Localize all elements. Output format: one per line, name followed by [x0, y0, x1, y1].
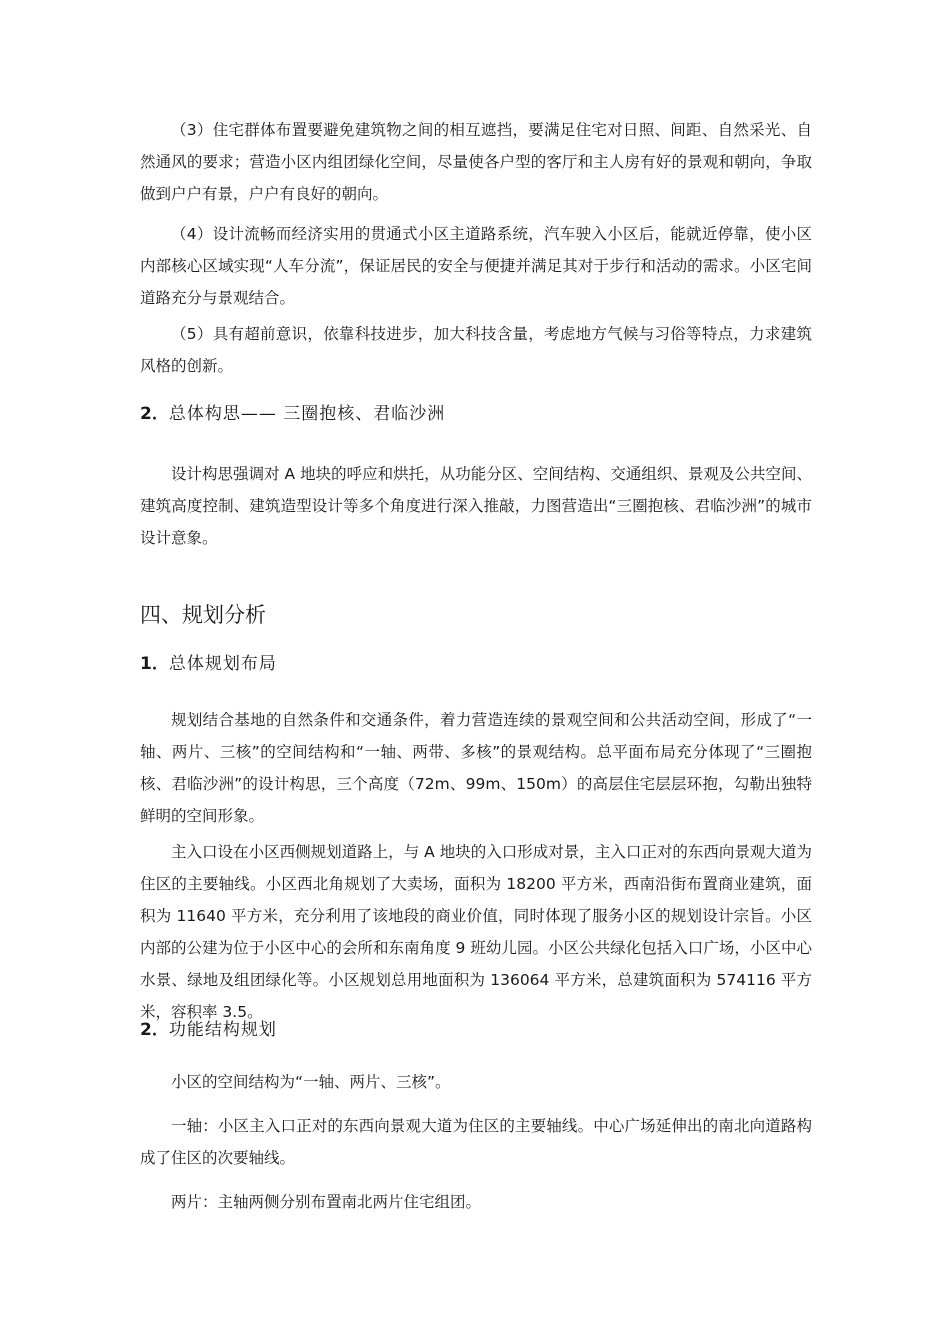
heading-number: 2．: [140, 1020, 169, 1040]
paragraph-item-5: （5）具有超前意识，依靠科技进步，加大科技含量，考虑地方气候与习俗等特点，力求建筑风格的创新。: [140, 325, 812, 375]
heading-functional-structure: [140, 1015, 277, 1045]
heading-text: 总体构思—— 三圈抱核、君临沙洲: [168, 404, 446, 424]
paragraph-structure-2: 一轴：小区主入口正对的东西向景观大道为住区的主要轴线。中心广场延伸出的南北向道路构成了住区的次要轴线。: [140, 1117, 812, 1167]
paragraph-structure-1: 小区的空间结构为“一轴、两片、三核”。: [171, 1073, 451, 1091]
heading-text: 功能结构规划: [168, 1020, 277, 1040]
section-title-planning-analysis: 四、规划分析: [140, 603, 266, 627]
heading-overall-layout: [140, 649, 277, 679]
paragraph-item-4: （4）设计流畅而经济实用的贯通式小区主道路系统，汽车驶入小区后，能就近停靠，使小区内部核心区域实现“人车分流”，保证居民的安全与便捷并满足其对于步行和活动的需求。小区宅间道路充分与景观结合。: [140, 225, 812, 307]
heading-number: 1．: [140, 654, 169, 674]
paragraph-structure-3: 两片：主轴两侧分别布置南北两片住宅组团。: [171, 1193, 482, 1211]
paragraph-concept: 设计构思强调对 A 地块的呼应和烘托，从功能分区、空间结构、交通组织、景观及公共空间、建筑高度控制、建筑造型设计等多个角度进行深入推敲，力图营造出“三圈抱核、君临沙洲”的城市设计意象。: [140, 465, 812, 547]
paragraph-layout-2: 主入口设在小区西侧规划道路上，与 A 地块的入口形成对景，主入口正对的东西向景观大道为住区的主要轴线。小区西北角规划了大卖场，面积为 18200 平方米，西南沿街布置商业建筑，面积为 11640 平方米，充分利用了该地段的商业价值，同时体现了服务小区的规划设计宗旨。小区内部的公建为位于小区中心的会所和东南角度 9 班幼儿园。小区公共绿化包括入口广场，小区中心水景、绿地及组团绿化等。小区规划总用地面积为 136064 平方米，总建筑面积为 574116 平方米，容积率 3.5。: [140, 843, 812, 1021]
heading-number: 2．: [140, 404, 169, 424]
paragraph-layout-1: 规划结合基地的自然条件和交通条件，着力营造连续的景观空间和公共活动空间，形成了“一轴、两片、三核”的空间结构和“一轴、两带、多核”的景观结构。总平面布局充分体现了“三圈抱核、君临沙洲”的设计构思，三个高度（72m、99m、150m）的高层住宅层层环抱，勾勒出独特鲜明的空间形象。: [140, 711, 812, 825]
heading-text: 总体规划布局: [168, 654, 277, 674]
heading-overall-concept: [140, 399, 445, 429]
paragraph-item-3: （3）住宅群体布置要避免建筑物之间的相互遮挡，要满足住宅对日照、间距、自然采光、自然通风的要求；营造小区内组团绿化空间，尽量使各户型的客厅和主人房有好的景观和朝向，争取做到户户有景，户户有良好的朝向。: [140, 121, 812, 203]
